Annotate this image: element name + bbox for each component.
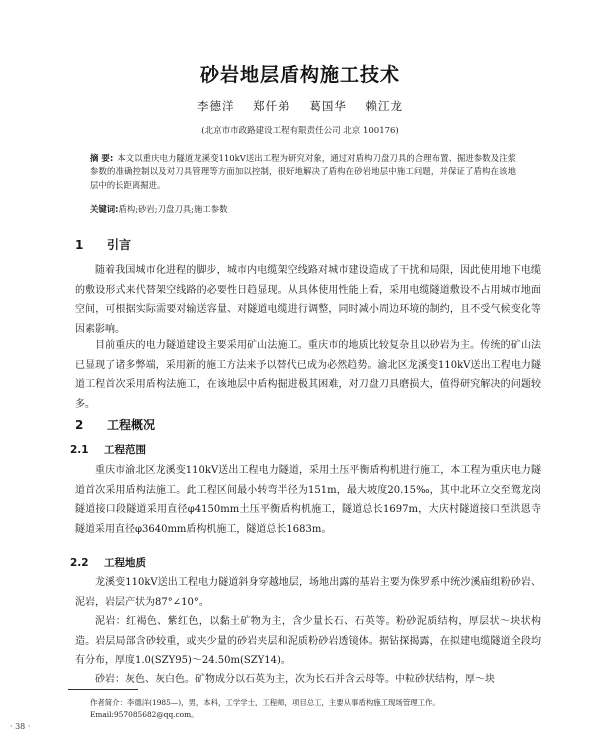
- subsection-heading-scope: [70, 442, 146, 457]
- keywords: [90, 203, 516, 215]
- intro-paragraph-2: 目前重庆的电力隧道建设主要采用矿山法施工。重庆市的地质比较复杂且以砂岩为主。传统的矿山法已显现了诸多弊端，采用新的施工方法来予以替代已成为必然趋势。渝北区龙溪变110kV送出工程电力隧道工程首次采用盾构法施工，在该地层中盾构掘进极其困难，对刀盘刀具磨损大，值得研究解决的问题较多。: [75, 340, 541, 410]
- abstract-text: 本文以重庆电力隧道龙溪变110kV送出工程为研究对象，通过对盾构刀盘刀具的合理布置、掘进参数及注浆参数的准确控制以及对刀具管理等方面加以控制，很好地解决了盾构在砂岩地层中施工问题，并保证了盾构在该地层中的长距离掘进。: [90, 153, 517, 190]
- intro-paragraph-1: 随着我国城市化进程的脚步，城市内电缆架空线路对城市建设造成了干扰和局限，因此使用地下电缆的敷设形式来代替架空线路的必要性日趋显现。从具体使用性能上看，采用电缆隧道敷设不占用城市地面空间，可根据实际需要对输送容量、对隧道电缆进行调整，同时减小周边环境的制约，且不受气候变化等因素影响。: [75, 265, 541, 335]
- section-heading-project-overview: [75, 416, 155, 433]
- subsection-heading-geology: [70, 555, 146, 570]
- subsection-title: 工程范围: [104, 444, 146, 456]
- abstract: [90, 152, 516, 192]
- subsection-title: 工程地质: [104, 557, 146, 569]
- affiliation: (北京市市政路建设工程有限责任公司 北京 100176): [201, 126, 399, 136]
- section-number: 1: [75, 238, 84, 252]
- scope-paragraph: 重庆市渝北区龙溪变110kV送出工程电力隧道，采用土压平衡盾构机进行施工，本工程为重庆电力隧道首次采用盾构法施工。此工程区间最小转弯半径为151m，最大坡度20.15‰，其中北环立交至鸳龙岗隧道接口段隧道采用直径φ4150mm土压平衡盾构机施工，隧道总长1697m，大庆村隧道接口至洪恩寺隧道采用直径φ3640mm盾构机施工，隧道总长1683m。: [75, 465, 541, 535]
- geology-paragraph-sandstone: 砂岩：灰色、灰白色。矿物成分以石英为主，次为长石并含云母等。中粒砂状结构，厚～块: [95, 674, 495, 685]
- author-list: 李德洋 郑仟弟 葛国华 赖江龙: [197, 99, 403, 113]
- geology-paragraph-mudstone: 泥岩：红褐色、紫红色，以黏土矿物为主，含少量长石、石英等。粉砂泥质结构，厚层状～块状构造。岩层局部含砂较重，或夹少量的砂岩夹层和泥质粉砂岩透镜体。据钻探揭露，在拟建电缆隧道全段均有分布，厚度1.0(SZY95)～24.50m(SZY14)。: [75, 616, 541, 666]
- page-number: · 38 ·: [10, 722, 31, 731]
- paper-title: 砂岩地层盾构施工技术: [199, 64, 400, 86]
- keywords-label: 关键词:: [90, 204, 119, 214]
- section-title: 工程概况: [107, 418, 156, 432]
- abstract-label: 摘 要:: [90, 153, 114, 163]
- geology-paragraph-1: 龙溪变110kV送出工程电力隧道斜身穿越地层，场地出露的基岩主要为侏罗系中统沙溪庙组粉砂岩、泥岩，岩层产状为87°∠10°。: [75, 577, 541, 608]
- author-footnote: 作者简介：李德洋(1985—)，男，本科，工学学士，工程师，项目总工，主要从事盾构施工现场管理工作。Email:957085682@qq.com。: [90, 698, 440, 719]
- subsection-number: 2.2: [70, 557, 89, 569]
- subsection-number: 2.1: [70, 444, 89, 456]
- section-title: 引言: [107, 238, 132, 252]
- section-number: 2: [75, 418, 84, 432]
- keywords-text: 盾构;砂岩;刀盘刀具;施工参数: [118, 204, 228, 214]
- section-heading-introduction: [75, 236, 131, 253]
- footnote-divider: [68, 689, 138, 690]
